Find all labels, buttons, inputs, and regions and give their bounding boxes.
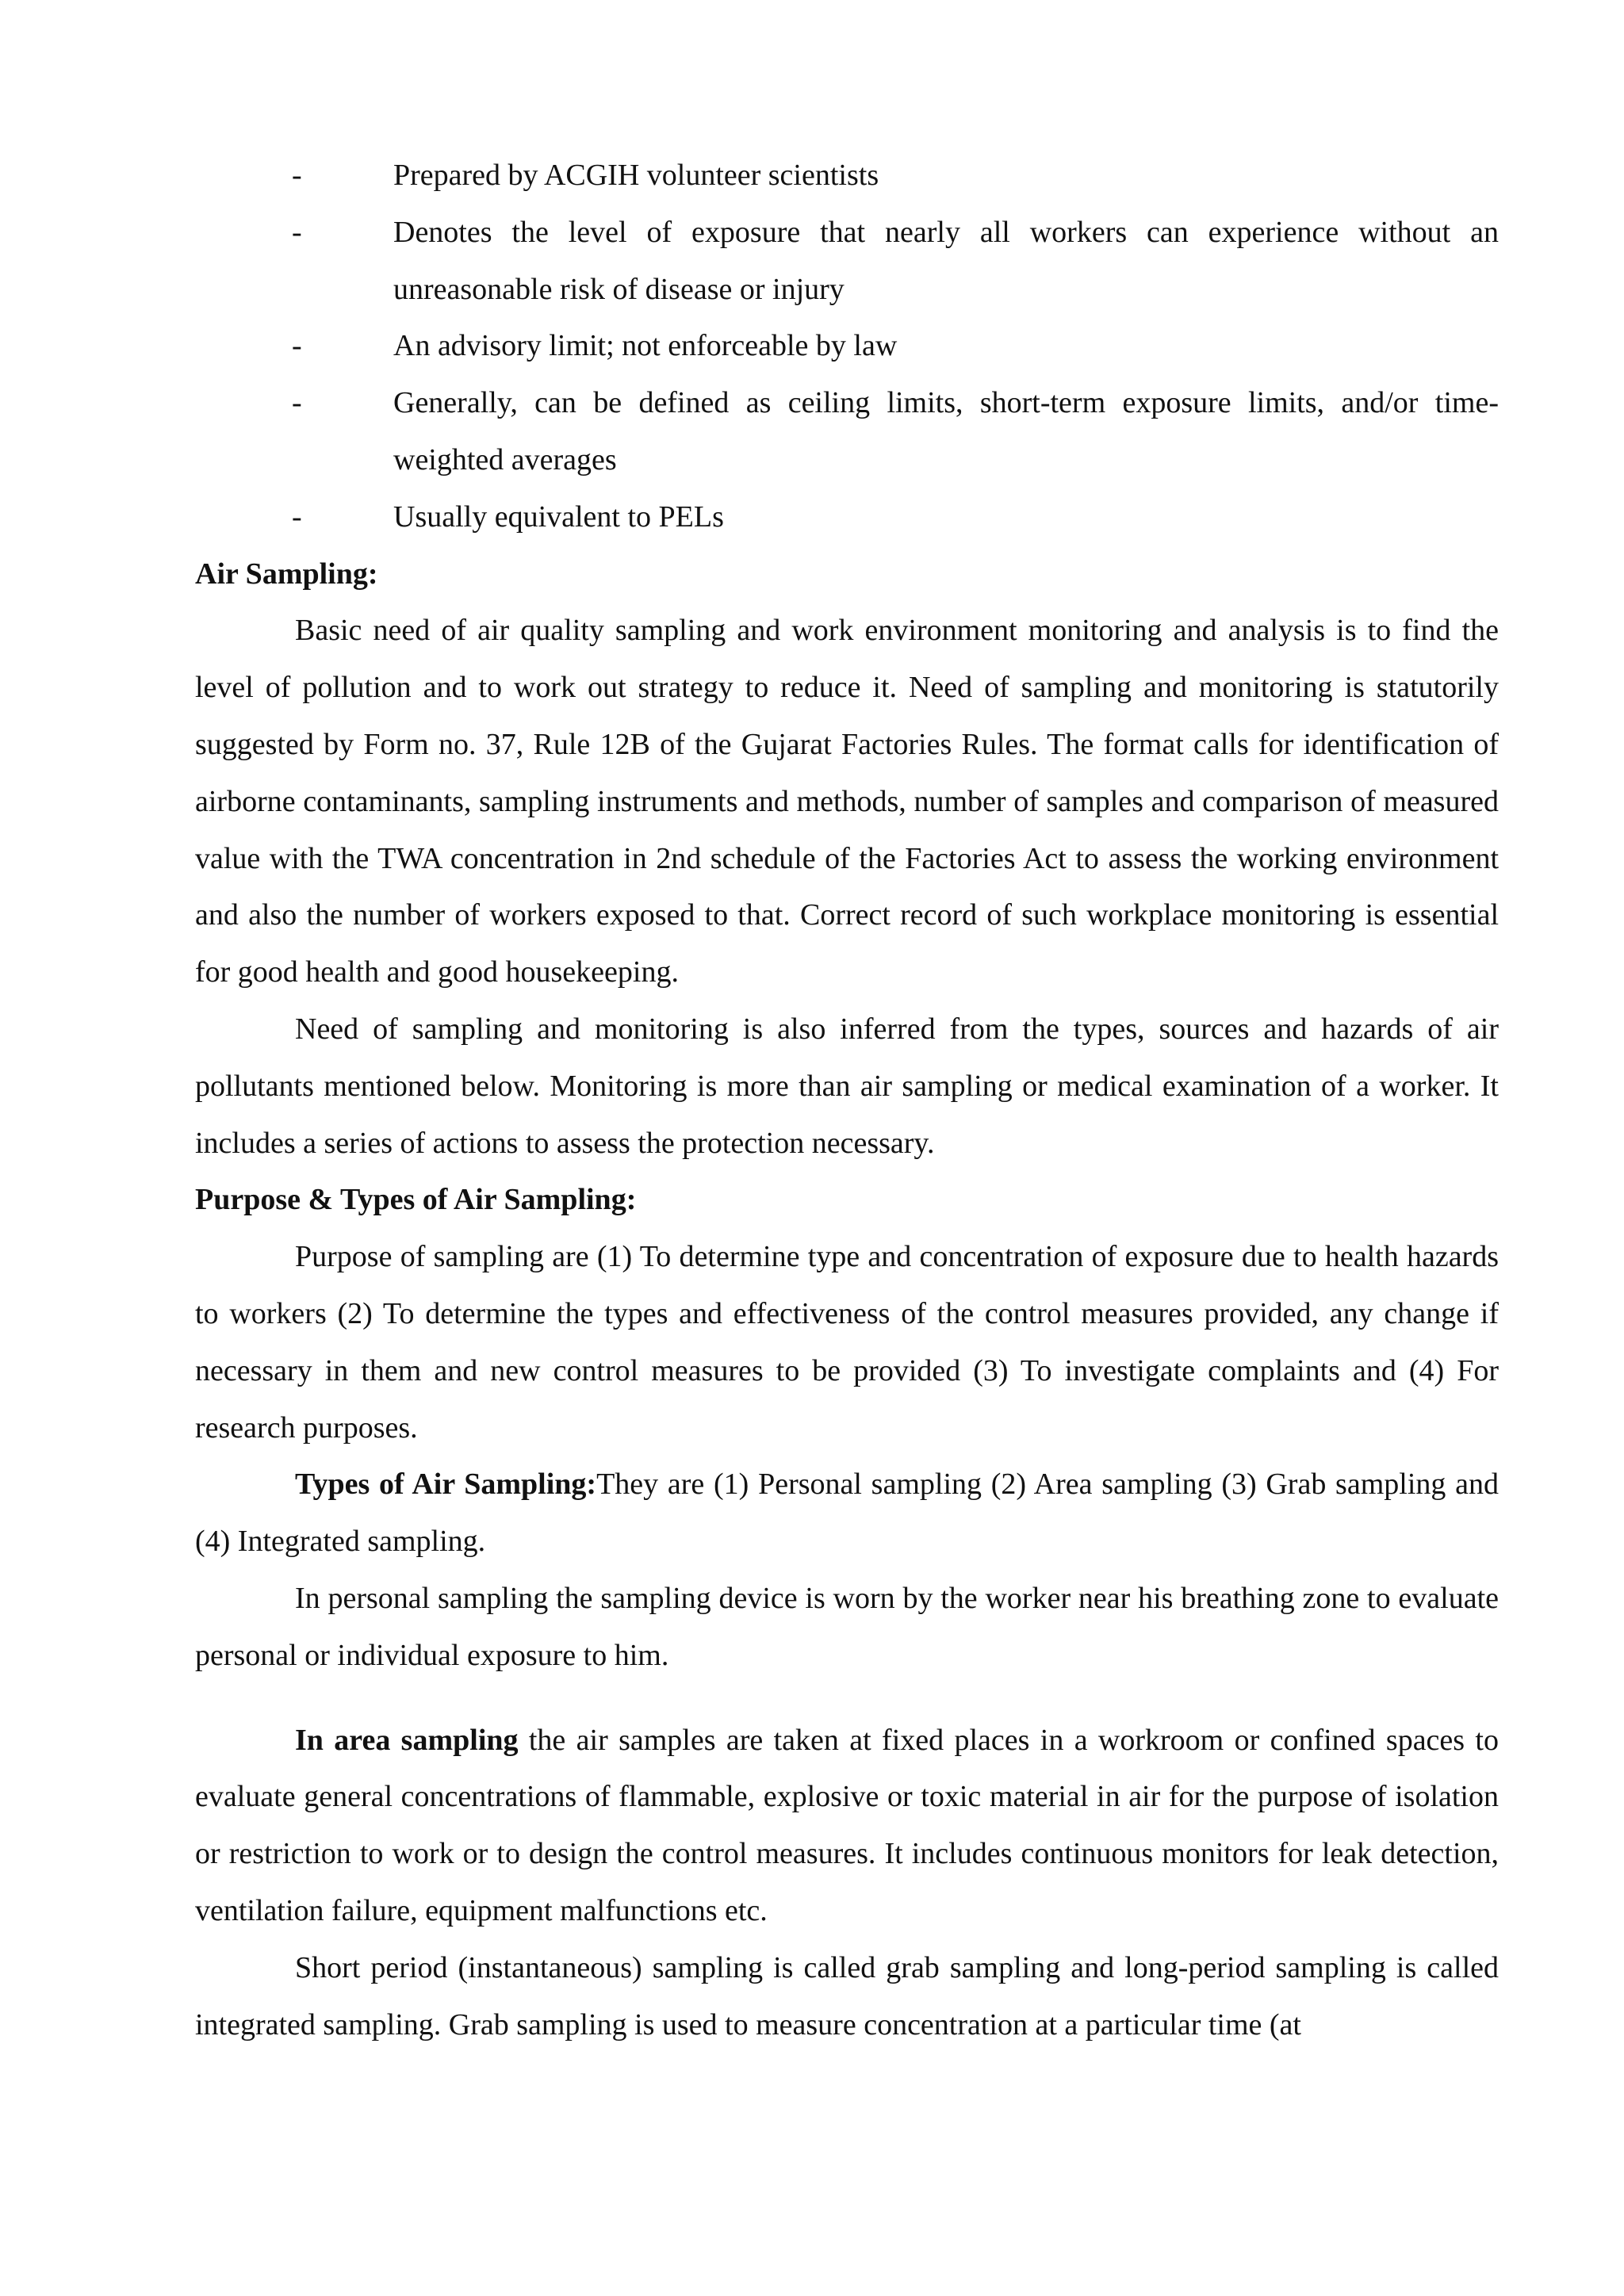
area-lead: In area sampling [295,1723,519,1757]
bullet-dash: - [292,159,302,192]
paragraph-gap [195,1685,1499,1712]
air-sampling-heading: Air Sampling: [195,557,378,591]
purpose-paragraph: Purpose of sampling are (1) To determine type and concentration of exposure due to health hazards to workers (2) To determine the types and effectiveness of the control measures provided, any change if necessary in them and new control measures to be provided (3) To investigate complaints and (4) For research purposes. [195,1240,1499,1445]
grab-sampling-paragraph: Short period (instantaneous) sampling is called grab sampling and long-period sampling is called integrated sampling. Grab sampling is used to measure concentration at a particular time (at [195,1950,1499,2042]
types-lead: Types of Air Sampling: [295,1468,597,1502]
bullet-item [195,318,1499,375]
types-paragraph [195,1456,1499,1571]
air-sampling-paragraph-2: Need of sampling and monitoring is also inferred from the types, sources and hazards of air pollutants mentioned below. Monitoring is more than air sampling or medical examination of a worker. It includes a series of actions to assess the protection necessary. [195,1012,1499,1160]
bullet-item [195,147,1499,205]
purpose-types-heading: Purpose & Types of Air Sampling: [195,1183,637,1217]
bullet-dash: - [292,386,302,420]
personal-sampling-paragraph: In personal sampling the sampling device is worn by the worker near his breathing zone to evaluate personal or individual exposure to him. [195,1581,1499,1672]
types-text: They are (1) Personal sampling (2) Area sampling (3) Grab sampling and (4) Integrated sampling. [195,1468,1499,1559]
bullet-text: Generally, can be defined as ceiling limits, short-term exposure limits, and/or time-weighted averages [393,386,1499,476]
bullet-item [195,489,1499,546]
bullet-item [195,205,1499,319]
tlv-bullet-list [195,147,1499,546]
bullet-item [195,375,1499,489]
bullet-text: Usually equivalent to PELs [393,499,724,534]
bullet-text: Prepared by ACGIH volunteer scientists [393,159,879,192]
bullet-text: Denotes the level of exposure that nearly all workers can experience without an unreasonable risk of disease or injury [393,215,1499,306]
area-sampling-paragraph [195,1712,1499,1940]
bullet-dash: - [292,215,302,249]
document-page [195,147,1499,2053]
bullet-dash: - [292,499,302,534]
air-sampling-paragraph-1: Basic need of air quality sampling and work environment monitoring and analysis is to find the level of pollution and to work out strategy to reduce it. Need of sampling and monitoring is statutorily suggested by Form no. 37, Rule 12B of the Gujarat Factories Rules. The format calls for identification of airborne contaminants, sampling instruments and methods, number of samples and comparison of measured value with the TWA concentration in 2nd schedule of the Factories Act to assess the working environment and also the number of workers exposed to that. Correct record of such workplace monitoring is essential for good health and good housekeeping. [195,614,1499,989]
bullet-text: An advisory limit; not enforceable by law [393,329,898,363]
bullet-dash: - [292,329,302,363]
area-text: the air samples are taken at fixed places in a workroom or confined spaces to evaluate general concentrations of flammable, explosive or toxic material in air for the purpose of isolation or restriction to work or to design the control measures. It includes continuous monitors for leak detection, ventilation failure, equipment malfunctions etc. [195,1723,1499,1927]
